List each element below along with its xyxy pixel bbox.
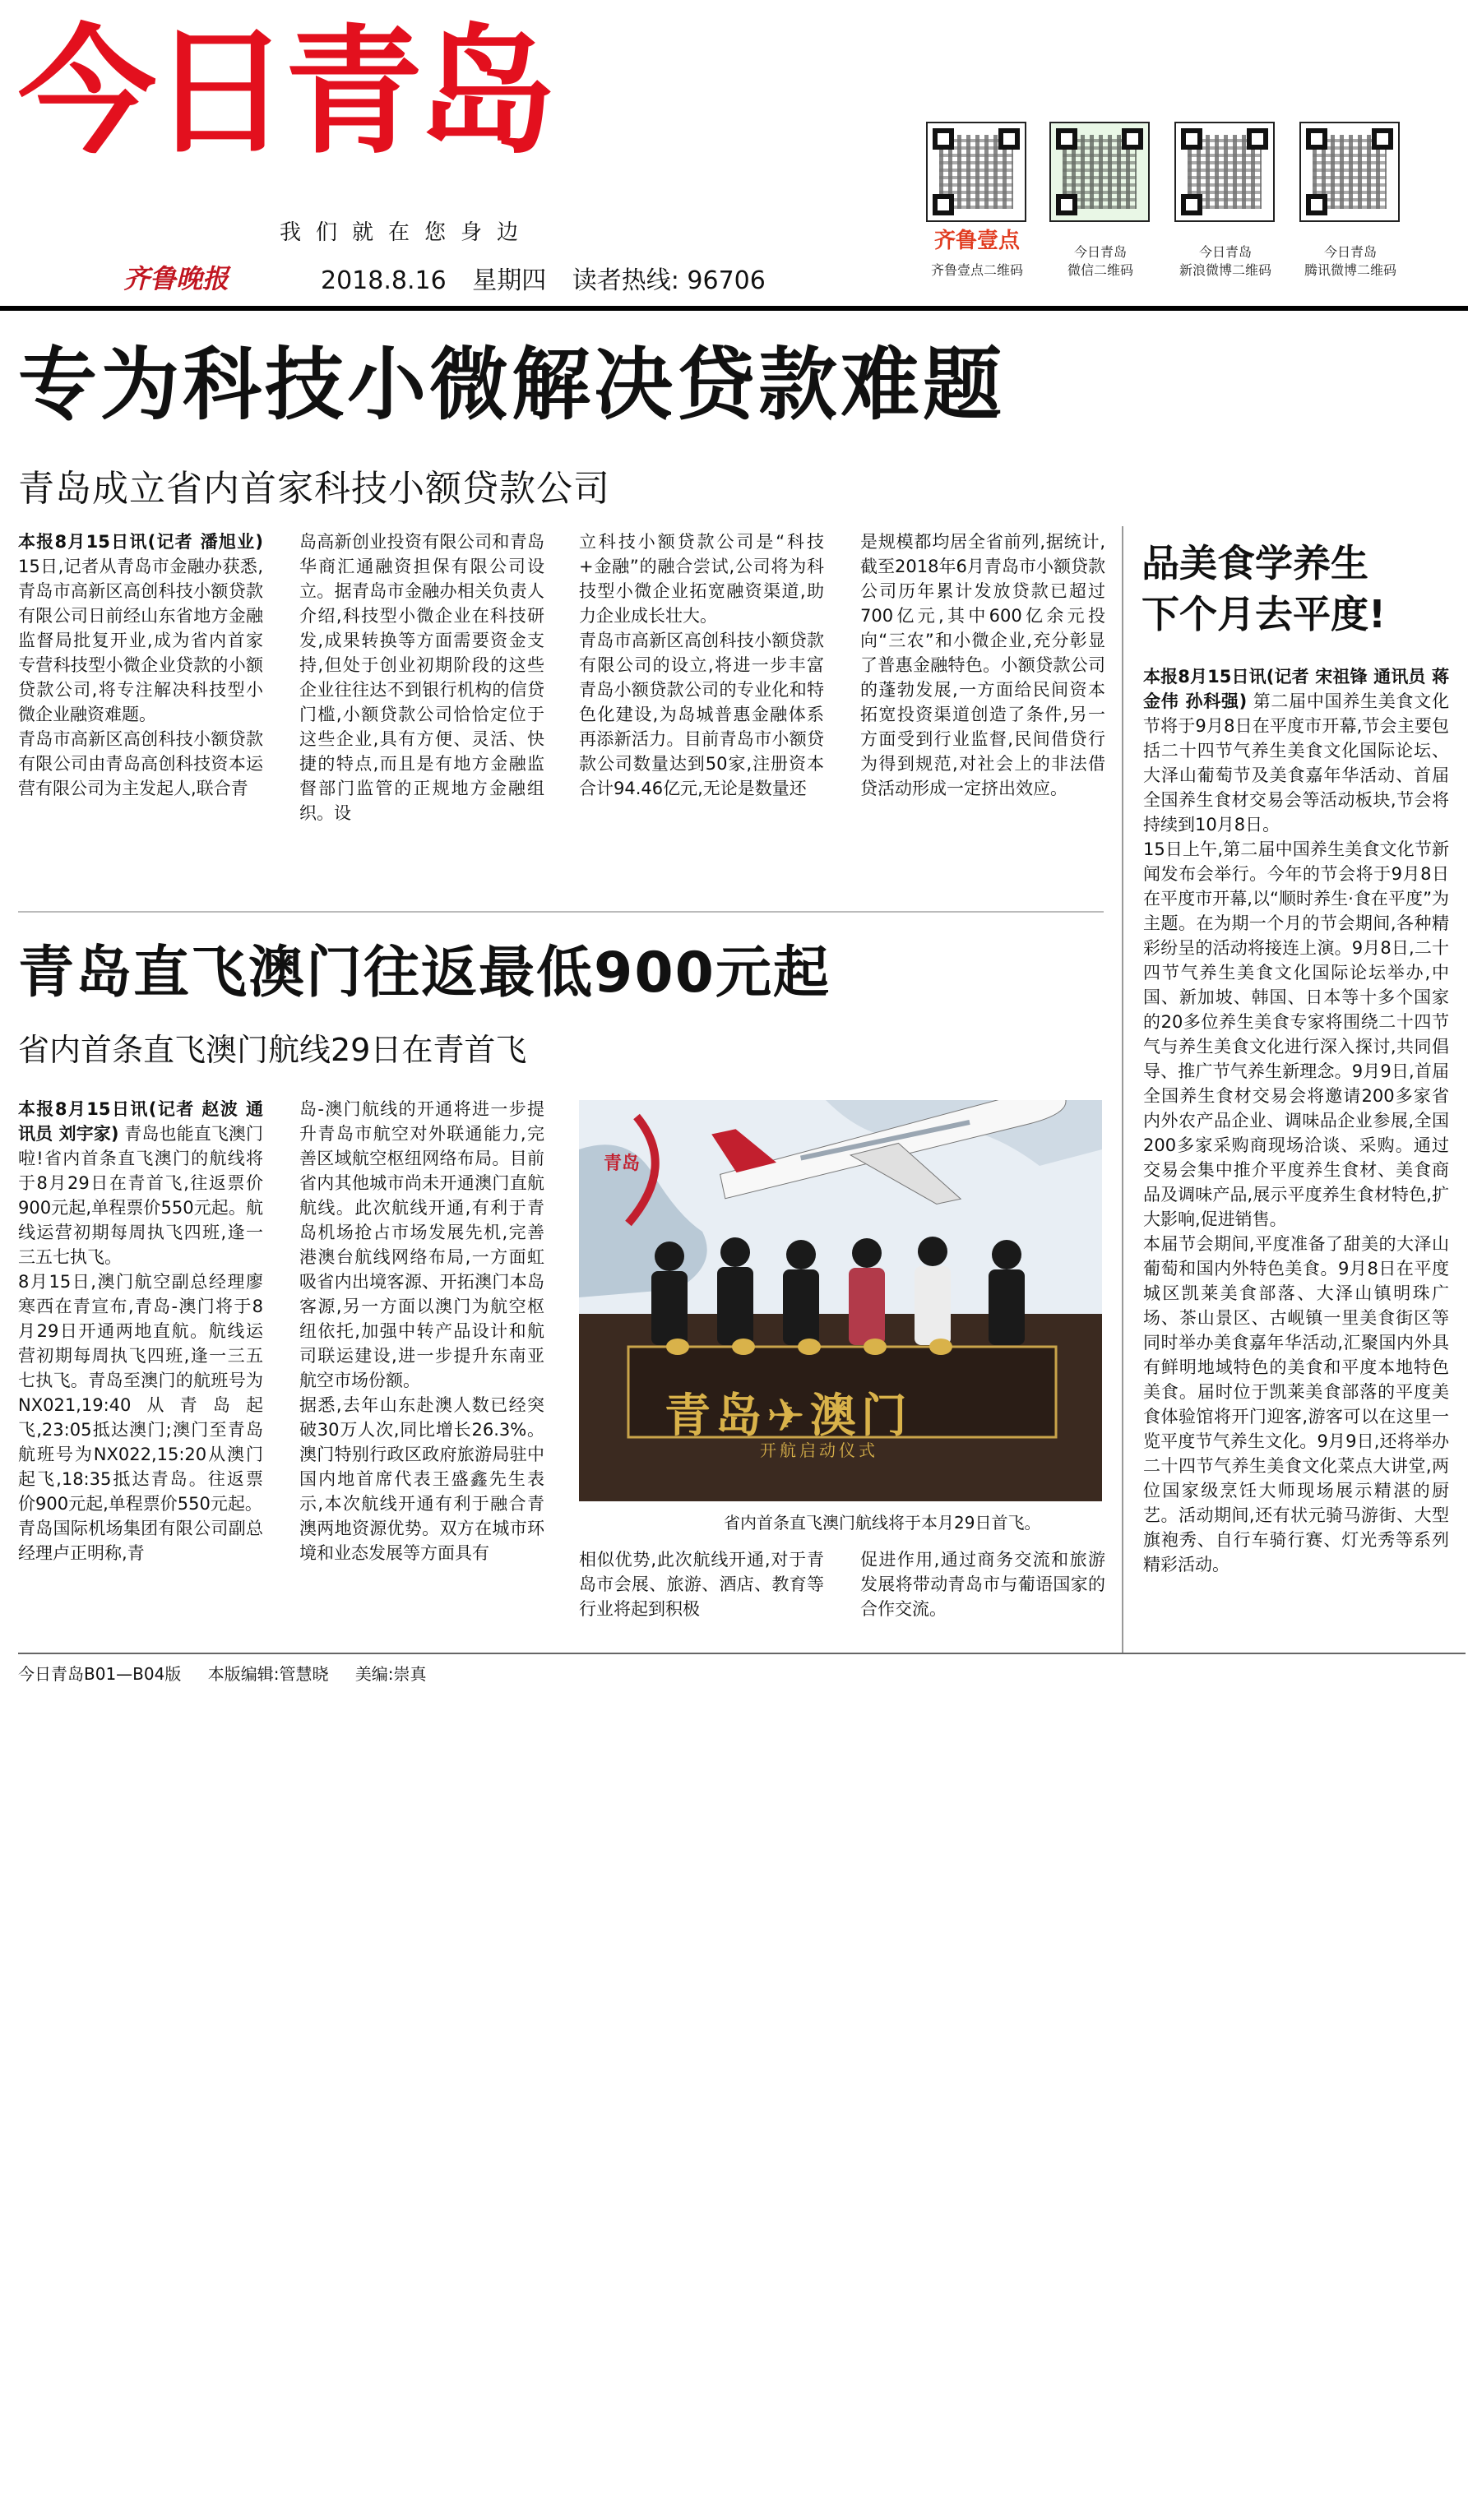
article2-headline: 青岛直飞澳门往返最低900元起 (18, 941, 831, 1006)
article2-subhead: 省内首条直飞澳门航线29日在青首飞 (18, 1032, 527, 1068)
article3-headline (1142, 538, 1386, 640)
article1-headline: 专为科技小微解决贷款难题 (18, 339, 1005, 431)
article1-column (18, 529, 263, 801)
footer-editor: 本版编辑:管慧晓 (207, 1664, 329, 1684)
qr-caption: 今日青岛 新浪微博二维码 (1179, 244, 1271, 278)
sub-brand-logo: 齐鲁晚报 (123, 263, 229, 294)
qr-code-icon (1174, 122, 1275, 222)
article2-column: 促进作用,通过商务交流和旅游发展将带动青岛市与葡语国家的合作交流。 (860, 1550, 1105, 1619)
page-footer (18, 1661, 448, 1685)
masthead-divider (0, 306, 1468, 311)
article1-byline: 本报8月15日讯(记者 潘旭业) (18, 532, 263, 552)
article1-column: 立科技小额贷款公司是“科技+金融”的融合尝试,公司将为科技型小微企业拓宽融资渠道,助力企业成长壮大。 青岛市高新区高创科技小额贷款有限公司的设立,将进一步丰富青岛小额贷款公司的专业化和特色化建设,为岛城普惠金融体系再添新活力。目前青岛市小额贷款公司数量达到50家,注册资本合计94.46亿元,无论是数量还 (579, 532, 824, 798)
photo-sign-text: 青岛✈澳门 (665, 1389, 912, 1443)
article2-body: 青岛也能直飞澳门啦!省内首条直飞澳门的航线将于8月29日在青首飞,往返票价900元起,单程票价550元起。航线运营初期每周执飞四班,逢一三五七执飞。 8月15日,澳门航空副总经理廖寒西在青宣布,青岛-澳门将于8月29日开通两地直航。航线运营初期每周执飞四班,逢一三五七执飞。青岛至澳门的航班号为NX021,19:40从青岛起飞,23:05抵达澳门;澳门至青岛航班号为NX022,15:20从澳门起飞,18:35抵达青岛。往返票价900元起,单程票价550元起。 青岛国际机场集团有限公司副总经理卢正明称,青 (18, 1124, 263, 1563)
footer-designer: 美编:崇真 (354, 1664, 427, 1684)
article3-column (1143, 664, 1449, 1577)
article2-column: 相似优势,此次航线开通,对于青岛市会展、旅游、酒店、教育等行业将起到积极 (579, 1550, 824, 1619)
qr-caption: 齐鲁壹点二维码 (930, 262, 1023, 278)
footer-divider (18, 1653, 1466, 1654)
article3-headline-line1: 品美食学养生 (1142, 541, 1368, 585)
article3-body: 第二届中国养生美食文化节将于9月8日在平度市开幕,节会主要包括二十四节气养生美食文化国际论坛、大泽山葡萄节及美食嘉年华活动、首届全国养生食材交易会等活动板块,节会将持续到10月8日。 15日上午,第二届中国养生美食文化节新闻发布会举行。今年的节会将于9月8日在平度市开幕,以“顺时养生·食在平度”为主题。在为期一个月的节会期间,各种精彩纷呈的活动将接连上演。9月8日,二十四节气养生美食文化国际论坛举办,中国、新加坡、韩国、日本等十多个国家的20多位养生美食专家将围绕二十四节气与养生美食文化进行深入探讨,共同倡导、推广节气养生新理念。9月9日,首届全国养生食材交易会将邀请200多家省内外农产品企业、调味品企业参展,全国200多家采购商现场洽谈、采购。通过交易会集中推介平度养生食材、美食商品及调味产品,展示平度养生食材特色,扩大影响,促进销售。 本届节会期间,平度准备了甜美的大泽山葡萄和国内外特色美食。9月8日在平度城区凯莱美食部落、大泽山镇明珠广场、茶山景区、古岘镇一里美食街区等同时举办美食嘉年华活动,汇聚国内外具有鲜明地域特色的美食和平度本地特色美食。届时位于凯莱美食部落的平度美食体验馆将开门迎客,游客可以在这里一览平度节气养生文化。9月9日,还将举办二十四节气养生美食文化菜点大讲堂,两位国家级烹饪大师现场展示精湛的厨艺。活动期间,还有状元骑马游街、大型旗袍秀、自行车骑行赛、灯光秀等系列精彩活动。 (1143, 691, 1449, 1574)
dateline (321, 260, 784, 296)
airline-launch-photo (579, 1100, 1102, 1501)
section-divider (18, 911, 1104, 913)
reader-hotline: 读者热线: 96706 (572, 266, 766, 295)
article1-column: 岛高新创业投资有限公司和青岛华商汇通融资担保有限公司设立。据青岛市金融办相关负责人介绍,科技型小微企业在科技研发,成果转换等方面需要资金支持,但处于创业初期阶段的这些企业往往达不到银行机构的信贷门槛,小额贷款公司恰恰定位于这些企业,具有方便、灵活、快捷的特点,而且是有地方金融监督部门监管的正规地方金融组织。设 (299, 532, 544, 823)
qr-caption: 今日青岛 微信二维码 (1067, 244, 1133, 278)
article3-headline-line2: 下个月去平度! (1142, 592, 1386, 636)
footer-pages: 今日青岛B01—B04版 (18, 1664, 182, 1684)
article2-column (18, 1097, 263, 1565)
masthead-slogan: 我们就在您身边 (280, 220, 534, 245)
article2-column: 岛-澳门航线的开通将进一步提升青岛市航空对外联通能力,完善区域航空枢纽网络布局。目前省内其他城市尚未开通澳门直航航线。此次航线开通,有利于青岛机场抢占市场发展先机,完善港澳台航线网络布局,一方面虹吸省内出境客源、开拓澳门本岛客源,另一方面以澳门为航空枢纽依托,加强中转产品设计和航司联运建设,进一步提升东南亚航空市场份额。 据悉,去年山东赴澳人数已经突破30万人次,同比增长26.3%。澳门特别行政区政府旅游局驻中国内地首席代表王盛鑫先生表示,本次航线开通有利于融合青澳两地资源优势。双方在城市环境和业态发展等方面具有 (299, 1099, 544, 1563)
photo-caption: 省内首条直飞澳门航线将于本月29日首飞。 (724, 1513, 1041, 1533)
column-divider (1122, 526, 1123, 1653)
qr-caption: 今日青岛 腾讯微博二维码 (1304, 244, 1396, 278)
issue-weekday: 星期四 (472, 266, 547, 295)
article3-byline: 本报8月15日讯(记者 宋祖锋 通讯员 蒋金伟 孙科强) (1143, 667, 1449, 711)
issue-date: 2018.8.16 (321, 266, 447, 295)
qr-code-icon (1049, 122, 1150, 222)
qr-brand-label: 齐鲁壹点 (933, 229, 1020, 253)
article1-column: 是规模都均居全省前列,据统计,截至2018年6月青岛市小额贷款公司历年累计发放贷款已超过700亿元,其中600亿余元投向“三农”和小微企业,充分彰显了普惠金融特色。小额贷款公司的蓬勃发展,一方面给民间资本拓宽投资渠道创造了条件,另一方面受到行业监督,民间借贷行为得到规范,对社会上的非法借贷活动形成一定挤出效应。 (860, 532, 1105, 798)
article1-body: 15日,记者从青岛市金融办获悉,青岛市高新区高创科技小额贷款有限公司日前经山东省地方金融监督局批复开业,成为省内首家专营科技型小微企业贷款的小额贷款公司,将专注解决科技型小微企业融资难题。 青岛市高新区高创科技小额贷款有限公司由青岛高创科技资本运营有限公司为主发起人,联合青 (18, 557, 263, 798)
photo-backdrop-label: 青岛 (604, 1154, 641, 1174)
masthead-title: 今日青岛 (18, 12, 551, 173)
article2-byline: 本报8月15日讯(记者 赵波 通讯员 刘宇家) (18, 1099, 263, 1144)
article1-subhead: 青岛成立省内首家科技小额贷款公司 (18, 468, 610, 510)
qr-code-icon (1299, 122, 1400, 222)
photo-sign-subtext: 开航启动仪式 (760, 1440, 878, 1460)
qr-code-icon (926, 122, 1026, 222)
